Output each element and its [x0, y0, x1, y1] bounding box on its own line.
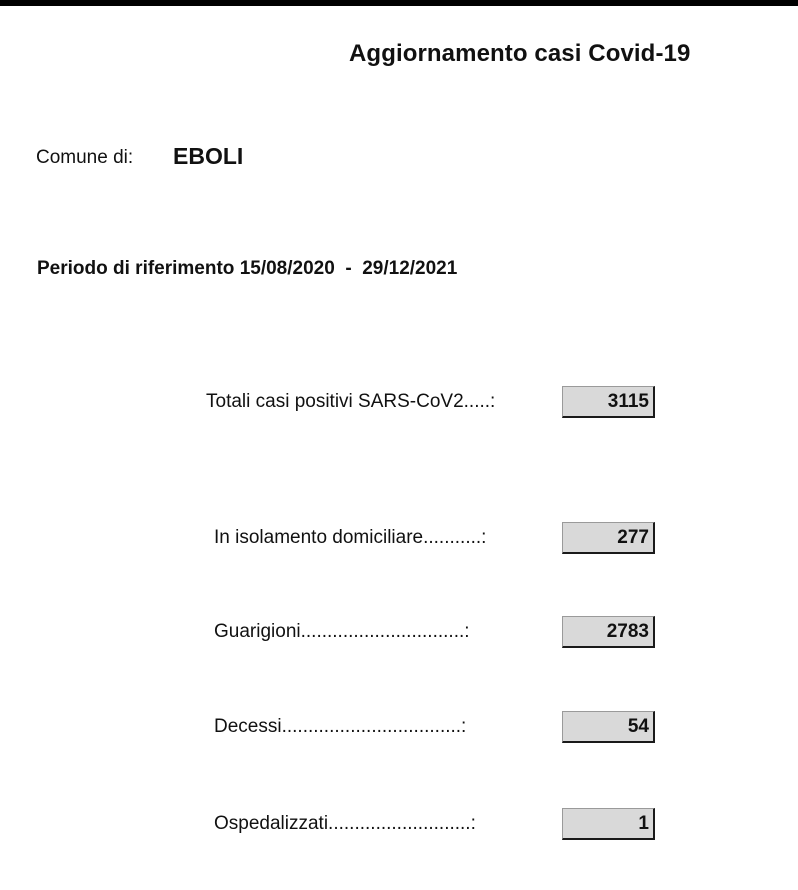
deaths-label: Decessi..................................: [214, 716, 467, 737]
recoveries-value: 2783 [562, 616, 655, 648]
comune-label: Comune di: [36, 147, 134, 168]
document-title: Aggiornamento casi Covid-19 [349, 40, 691, 67]
total-cases-value: 3115 [562, 386, 655, 418]
hospitalized-label: Ospedalizzati...........................: [214, 813, 476, 834]
top-border [0, 0, 798, 6]
deaths-value: 54 [562, 711, 655, 743]
reference-period: Periodo di riferimento 15/08/2020 - 29/12/2021 [37, 258, 458, 279]
hospitalized-value: 1 [562, 808, 655, 840]
home-isolation-label: In isolamento domiciliare...........: [214, 527, 487, 548]
home-isolation-value: 277 [562, 522, 655, 554]
total-cases-label: Totali casi positivi SARS-CoV2.....: [206, 391, 496, 412]
recoveries-label: Guarigioni...............................: [214, 621, 470, 642]
comune-name: EBOLI [173, 143, 244, 169]
